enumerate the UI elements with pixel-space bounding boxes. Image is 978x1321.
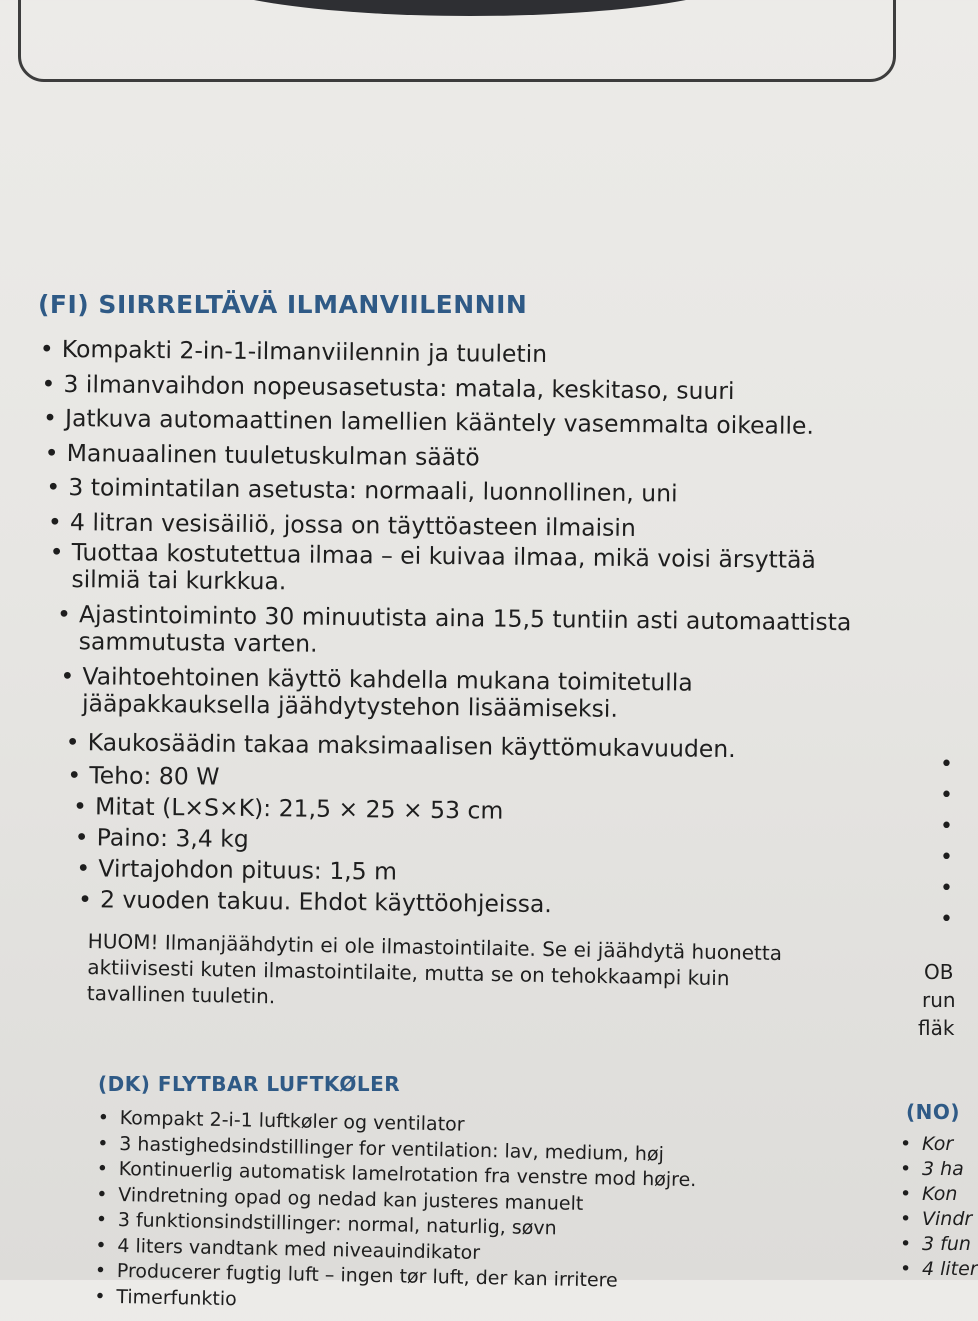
product-image-frame [18,0,896,82]
list-item: • 3 hastighedsindstillinger for ventilation: lav, medium, høj [119,1131,697,1168]
edge-bullet: • [940,845,953,870]
edge-bullet: • [940,752,953,777]
list-item: • Paino: 3,4 kg [97,822,889,861]
list-item: • 4 liter [922,1257,978,1282]
list-item: • Vaihtoehtoinen käyttö kahdella mukana toimitetulla jääpakkauksella jäähdytystehon lisäämiseksi. [82,663,883,725]
list-item: • 3 funktionsindstillinger: normal, naturlig, søvn [118,1208,696,1245]
dk-section-heading: (DK) FLYTBAR LUFTKØLER [98,1072,401,1096]
list-item: • Manuaalinen tuuletuskulman säätö [67,436,893,479]
edge-text: OB [924,960,954,984]
list-item: • Ajastintoiminto 30 minuutista aina 15,5 tuntiin asti automaattista sammutusta varten. [79,601,885,663]
list-item: • 4 litran vesisäiliö, jossa on täyttöasteen ilmaisin [70,505,892,548]
list-item: • Vindr [922,1207,978,1232]
list-item: • 4 liters vandtank med niveauindikator [117,1233,695,1270]
list-item: • Kontinuerlig automatisk lamelrotation fra venstre mod højre. [119,1157,697,1194]
list-item: • 3 toimintatilan asetusta: normaali, luonnollinen, uni [68,470,892,513]
list-item: • Teho: 80 W [89,760,889,799]
edge-bullet: • [940,907,953,932]
dk-feature-list [116,1106,697,1321]
list-item: • Mitat (L×S×K): 21,5 × 25 × 53 cm [95,791,889,830]
list-item: • Kaukosäädin takaa maksimaalisen käyttömukavuuden. [88,725,890,768]
no-section-heading: (NO) [906,1100,961,1124]
no-feature-list [922,1132,978,1282]
fi-section-heading: (FI) SIIRRELTÄVÄ ILMANVIILENNIN [38,290,528,319]
list-item: • Kor [922,1132,978,1157]
edge-text: fläk [918,1016,955,1040]
list-item: • Tuottaa kostutettua ilmaa – ei kuivaa ilmaa, mikä voisi ärsyttää silmiä tai kurkkua. [71,539,892,602]
list-item: • 3 ha [922,1157,978,1182]
list-item: • 2 vuoden takuu. Ehdot käyttöohjeissa. [100,884,888,923]
list-item: • Jatkuva automaattinen lamellien kääntely vasemmalta oikealle. [65,401,893,444]
list-item: • Producerer fugtig luft – ingen tør luft, der kan irritere [117,1259,695,1296]
edge-text: run [922,988,956,1012]
list-item: • Kompakt 2-i-1 luftkøler og ventilator [120,1106,698,1143]
list-item: • Vindretning opad og nedad kan justeres manuelt [118,1182,696,1219]
edge-bullet: • [940,876,953,901]
list-item: • Virtajohdon pituus: 1,5 m [98,853,888,892]
list-item: • 3 fun [922,1232,978,1257]
fi-note-text: HUOM! Ilmanjäähdytin ei ole ilmastointilaite. Se ei jäähdytä huonetta aktiivisesti kuten ilmastointilaite, mutta se on tehokkaampi kuin tavallinen tuuletin. [86,928,783,1009]
fi-feature-list [56,332,894,923]
list-item: • Timerfunktio [116,1284,694,1321]
edge-bullet: • [940,814,953,839]
list-item: • Kon [922,1182,978,1207]
list-item: • 3 ilmanvaihdon nopeusasetusta: matala, keskitaso, suuri [63,367,893,410]
list-item: • Kompakti 2-in-1-ilmanviilennin ja tuuletin [62,332,894,375]
edge-bullet: • [940,783,953,808]
